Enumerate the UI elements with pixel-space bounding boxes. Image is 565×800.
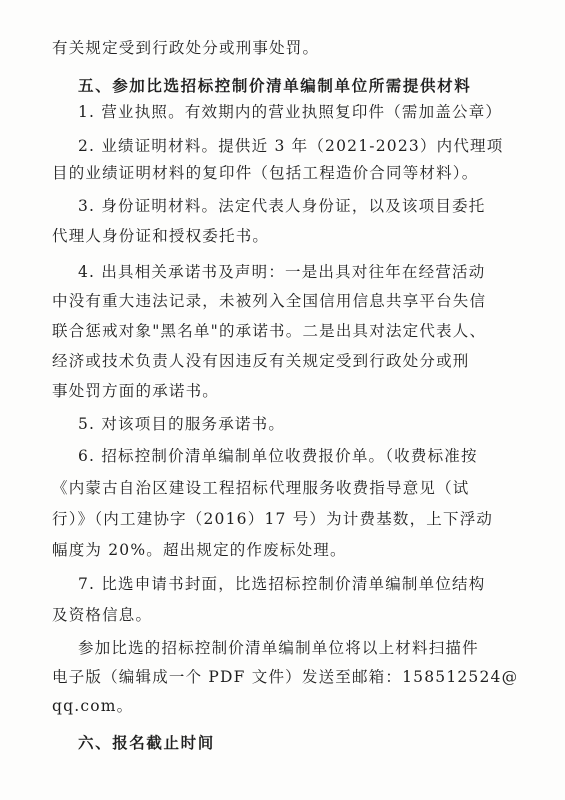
text-line: 6. 招标控制价清单编制单位收费报价单。（收费标准按	[78, 447, 478, 465]
text-line: 3. 身份证明材料。法定代表人身份证，以及该项目委托	[78, 197, 486, 215]
text-line: 电子版（编辑成一个 PDF 文件）发送至邮箱：158512524@	[52, 668, 519, 686]
text-line: 有关规定受到行政处分或刑事处罚。	[52, 39, 320, 57]
section-heading-5: 五、参加比选招标控制价清单编制单位所需提供材料	[78, 77, 472, 95]
section-heading-6: 六、报名截止时间	[78, 734, 215, 752]
text-line: 参加比选的招标控制价清单编制单位将以上材料扫描件	[78, 639, 479, 657]
text-line: 5. 对该项目的服务承诺书。	[78, 415, 286, 433]
text-line: 联合惩戒对象"黑名单"的承诺书。二是出具对法定代表人、	[52, 322, 487, 340]
text-line: 代理人身份证和授权委托书。	[52, 227, 270, 245]
text-line: 幅度为 20%。超出规定的作废标处理。	[52, 541, 347, 559]
text-line: 目的业绩证明材料的复印件（包括工程造价合同等材料）。	[52, 164, 479, 182]
text-line: 7. 比选申请书封面，比选招标控制价清单编制单位结构	[78, 575, 486, 593]
text-line: 中没有重大违法记录，未被列入全国信用信息共享平台失信	[52, 292, 487, 310]
text-line: 4. 出具相关承诺书及声明：一是出具对往年在经营活动	[78, 263, 486, 281]
text-line: 及资格信息。	[52, 606, 153, 624]
text-line: 《内蒙古自治区建设工程招标代理服务收费指导意见（试	[52, 479, 470, 497]
text-line: 2. 业绩证明材料。提供近 3 年（2021-2023）内代理项	[78, 137, 504, 155]
text-line: 1. 营业执照。有效期内的营业执照复印件（需加盖公章）	[78, 103, 503, 121]
text-line: 事处罚方面的承诺书。	[52, 382, 220, 400]
text-line: 经济或技术负责人没有因违反有关规定受到行政处分或刑	[52, 352, 470, 370]
text-line: 行）》（内工建协字（2016）17 号）为计费基数，上下浮动	[52, 510, 494, 528]
text-line: qq.com。	[52, 697, 134, 715]
